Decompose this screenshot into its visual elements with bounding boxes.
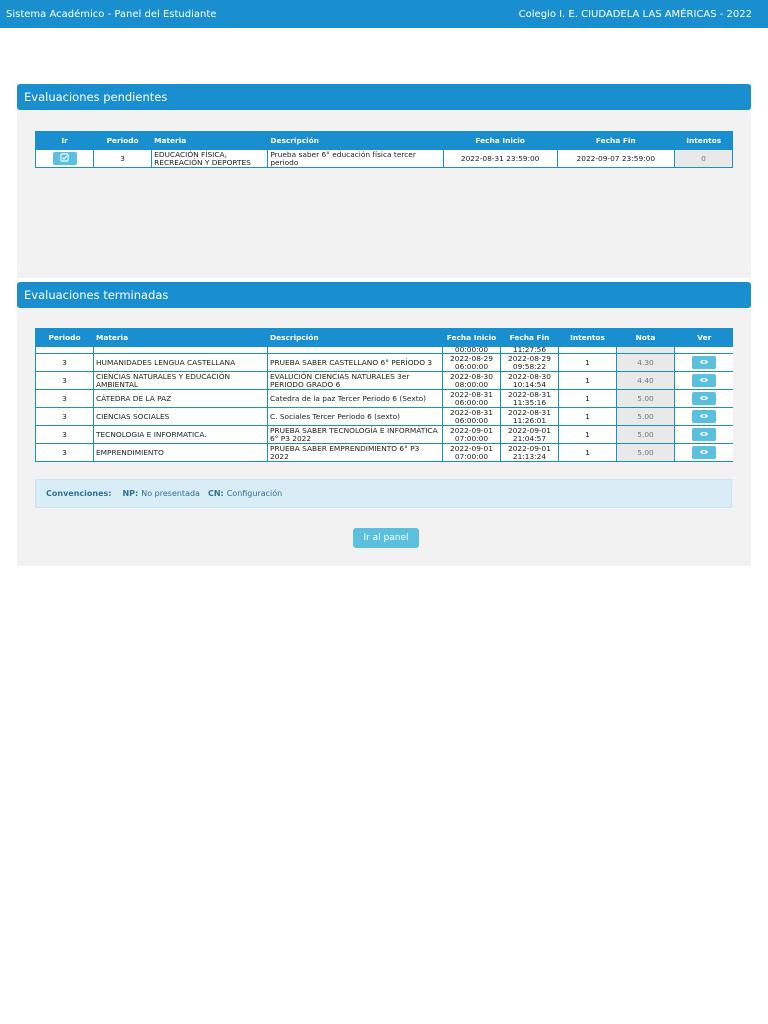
col-periodo: Periodo [36,328,94,347]
col-ver: Ver [675,328,734,347]
col-intentos: Intentos [674,131,732,150]
fecha-inicio-time: 07:00:00 [454,451,489,461]
cell-periodo: 3 [36,390,94,408]
eye-icon [699,412,709,420]
fecha-fin-time: 21:13:24 [512,451,547,461]
cell-materia: EDUCACIÓN FÍSICA, RECREACIÓN Y DEPORTES [152,150,268,168]
eye-icon [699,376,709,384]
cell-descripcion: EVALUCIÓN CIENCIAS NATURALES 3er PERIODO GRADO 6 [268,372,443,390]
fecha-inicio-date: 2022-08-31 [450,389,493,399]
cell-fecha-inicio [443,354,501,372]
finished-panel-title: Evaluaciones terminadas [17,282,751,308]
col-fecha-fin: Fecha Fin [557,131,674,150]
cell-nota: 4.30 [617,354,675,372]
view-result-button[interactable] [692,392,716,405]
cell-periodo: 3 [36,372,94,390]
fecha-inicio-date: 2022-08-29 [450,353,493,363]
pending-table [35,131,733,168]
col-materia: Materia [152,131,268,150]
finished-header-row [36,328,734,347]
cell-descripcion: Catedra de la paz Tercer Periodo 6 (Sexto) [268,390,443,408]
col-materia: Materia [94,328,268,347]
fecha-inicio-time: 06:00:00 [454,397,489,407]
cell-fecha-fin [501,372,559,390]
cell-fecha-fin [501,426,559,444]
cell-fecha-inicio [443,390,501,408]
cell-periodo: 3 [94,150,152,168]
cell-nota: 5.00 [617,408,675,426]
col-descripcion: Descripción [268,328,443,347]
fecha-fin-date: 2022-08-29 [508,353,551,363]
fecha-fin-time: 11:35:16 [512,397,547,407]
finished-table-scroll[interactable] [35,328,733,469]
fecha-fin-time: 10:14:54 [512,379,547,389]
table-row [36,150,733,168]
cell-intentos: 1 [559,372,617,390]
eye-icon [699,358,709,366]
conventions-label: Convenciones: [46,489,112,498]
fecha-inicio-date: 2022-08-30 [450,371,493,381]
cell-fecha-fin [501,444,559,462]
table-row [36,408,734,426]
cell-periodo: 3 [36,426,94,444]
fecha-fin-time: 21:04:57 [512,433,547,443]
table-row [36,426,734,444]
go-to-panel-button[interactable]: Ir al panel [353,528,419,548]
cell-intentos: 1 [559,354,617,372]
cell-fecha-fin: 2022-09-07 23:59:00 [557,150,674,168]
col-nota: Nota [617,328,675,347]
cn-key: CN: [207,489,224,498]
cell-materia: CIENCIAS SOCIALES [94,408,268,426]
fecha-inicio-time: 07:00:00 [454,433,489,443]
col-descripcion: Descripción [268,131,443,150]
fecha-fin-date: 2022-08-31 [508,407,551,417]
view-result-button[interactable] [692,446,716,459]
cn-value: Configuración [226,489,283,498]
cell-intentos: 1 [559,426,617,444]
eye-icon [699,430,709,438]
table-row [36,444,734,462]
finished-panel [17,282,751,566]
school-name: Colegio I. E. CIUDADELA LAS AMÉRICAS - 2022 [518,8,752,20]
eye-icon [699,394,709,402]
view-result-button[interactable] [692,374,716,387]
pending-panel [17,84,751,278]
cell-descripcion: C. Sociales Tercer Periodo 6 (sexto) [268,408,443,426]
fecha-fin-date: 2022-09-01 [508,443,551,453]
cell-fecha-inicio [443,426,501,444]
view-result-button[interactable] [692,356,716,369]
fecha-fin-date: 2022-09-01 [508,425,551,435]
fecha-inicio-date: 2022-09-01 [450,425,493,435]
cell-descripcion: PRUEBA SABER CASTELLANO 6° PERÍODO 3 [268,354,443,372]
conventions-box [35,479,732,508]
cell-fecha-inicio [443,444,501,462]
go-evaluation-button[interactable] [53,152,77,165]
col-ir: Ir [36,131,94,150]
cell-nota: 5.00 [617,426,675,444]
partial-fin: 11:27:56 [501,347,559,354]
fecha-fin-date: 2022-08-30 [508,371,551,381]
cell-nota: 5.00 [617,444,675,462]
table-row [36,354,734,372]
np-value: No presentada [141,489,200,498]
finished-table [35,328,733,462]
cell-periodo: 3 [36,354,94,372]
table-row [36,390,734,408]
cell-fecha-fin [501,390,559,408]
cell-intentos: 0 [674,150,732,168]
pending-header-row [36,131,733,150]
cell-periodo: 3 [36,444,94,462]
check-square-icon [60,153,69,162]
fecha-fin-time: 09:58:22 [512,361,547,371]
fecha-inicio-date: 2022-09-01 [450,443,493,453]
table-row [36,372,734,390]
eye-icon [699,448,709,456]
col-fecha-fin: Fecha Fin [501,328,559,347]
cell-fecha-fin [501,408,559,426]
view-result-button[interactable] [692,410,716,423]
cell-fecha-inicio: 2022-08-31 23:59:00 [443,150,557,168]
fecha-fin-date: 2022-08-31 [508,389,551,399]
partial-inicio: 00:00:00 [443,347,501,354]
app-title: Sistema Académico - Panel del Estudiante [6,8,217,20]
col-fecha-inicio: Fecha Inicio [443,328,501,347]
partial-row [36,347,734,354]
col-periodo: Periodo [94,131,152,150]
top-bar [0,0,768,28]
np-key: NP: [122,489,139,498]
cell-nota: 4.40 [617,372,675,390]
cell-fecha-inicio [443,372,501,390]
col-fecha-inicio: Fecha Inicio [443,131,557,150]
cell-intentos: 1 [559,408,617,426]
cell-intentos: 1 [559,444,617,462]
fecha-inicio-time: 08:00:00 [454,379,489,389]
cell-materia: TECNOLOGIA E INFORMATICA. [94,426,268,444]
cell-periodo: 3 [36,408,94,426]
cell-nota: 5.00 [617,390,675,408]
view-result-button[interactable] [692,428,716,441]
fecha-fin-time: 11:26:01 [512,415,547,425]
cell-descripcion: Prueba saber 6° educación física tercer periodo [268,150,443,168]
cell-materia: EMPRENDIMIENTO [94,444,268,462]
fecha-inicio-time: 06:00:00 [454,415,489,425]
cell-fecha-inicio [443,408,501,426]
col-intentos: Intentos [559,328,617,347]
cell-materia: CIENCIAS NATURALES Y EDUCACIÓN AMBIENTAL [94,372,268,390]
cell-descripcion: PRUEBA SABER EMPRENDIMIENTO 6° P3 2022 [268,444,443,462]
fecha-inicio-date: 2022-08-31 [450,407,493,417]
cell-materia: HUMANIDADES LENGUA CASTELLANA [94,354,268,372]
cell-intentos: 1 [559,390,617,408]
cell-materia: CÁTEDRA DE LA PAZ [94,390,268,408]
pending-panel-title: Evaluaciones pendientes [17,84,751,110]
fecha-inicio-time: 06:00:00 [454,361,489,371]
cell-fecha-fin [501,354,559,372]
cell-descripcion: PRUEBA SABER TECNOLOGÍA E INFORMÁTICA 6° P3 2022 [268,426,443,444]
